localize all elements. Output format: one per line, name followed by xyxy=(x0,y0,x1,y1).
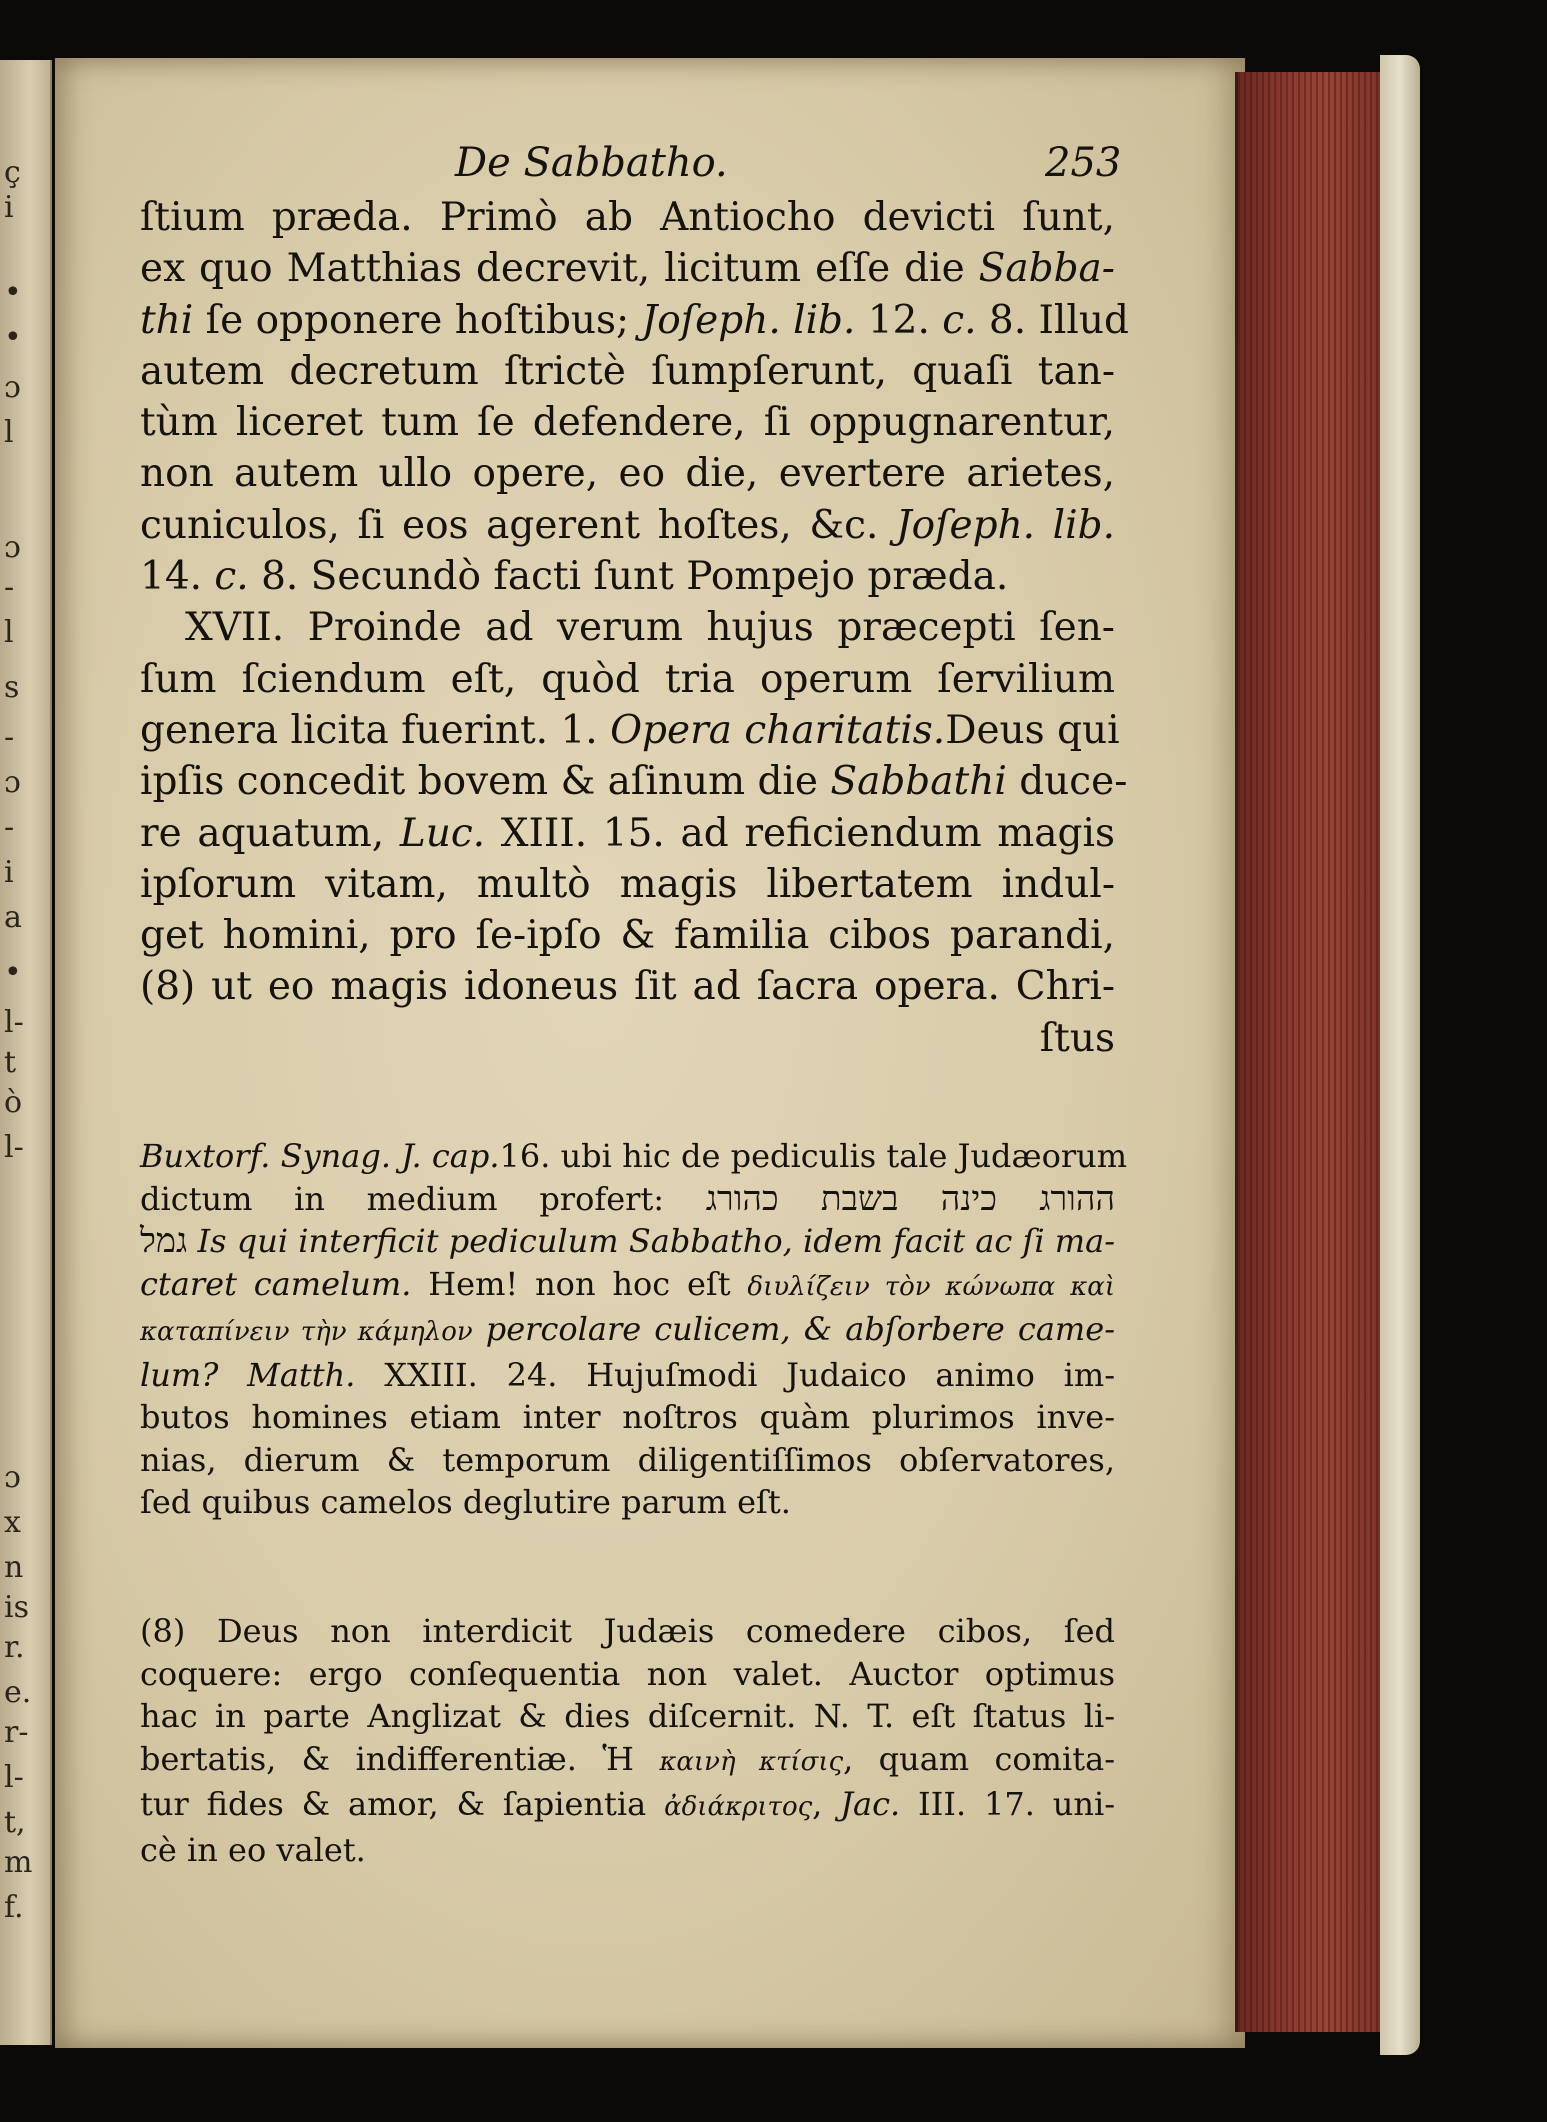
facing-page-fragment: ç xyxy=(4,155,21,190)
facing-page-fragment: i xyxy=(4,190,14,225)
text-line: ipſorum vitam, multò magis libertatem indul- xyxy=(140,861,1115,907)
facing-page-edge xyxy=(0,60,52,2045)
footnote-line: bertatis, & indifferentiæ. Ἡ καινὴ κτίσις, quam comita- xyxy=(140,1739,1116,1778)
page-edges-red xyxy=(1235,72,1386,2032)
facing-page-fragment: l xyxy=(4,415,14,450)
facing-page-fragment: ɔ xyxy=(4,765,21,800)
text-line: get homini, pro ſe-ipſo & familia cibos parandi, xyxy=(140,913,1115,959)
section-heading-line: XVII. Proinde ad verum hujus præcepti ſen- xyxy=(185,605,1115,651)
greek-quote: ἀδιάκριτος xyxy=(664,1792,813,1822)
facing-page-fragment: - xyxy=(4,810,15,845)
text-line: thi ſe opponere hoſtibus; Joſeph. lib. 12. c. 8. Illud xyxy=(140,297,1129,343)
footnote-line: dictum in medium profert: ההורג כינה בשבת כהורג xyxy=(140,1178,1115,1219)
text-line: autem decretum ſtrictè ſumpſerunt, quaſi tan- xyxy=(140,348,1115,394)
footnote-buxtorf xyxy=(140,1135,1128,1524)
text-line: (8) ut eo magis idoneus ſit ad ſacra opera. Chri- xyxy=(140,964,1115,1010)
facing-page-fragment: i xyxy=(4,855,14,890)
facing-page-fragment: • xyxy=(4,320,22,355)
greek-quote: καινὴ κτίσις xyxy=(659,1746,844,1777)
footnote-line: nias, dierum & temporum diligentiſſimos obſervatores, xyxy=(140,1440,1115,1479)
running-head xyxy=(140,140,1122,190)
footnote-line: (8) Deus non interdicit Judæis comedere cibos, ſed xyxy=(140,1612,1115,1650)
facing-page-fragment: t, xyxy=(4,1805,26,1840)
facing-page-fragment: n xyxy=(4,1550,24,1585)
page-number: 253 xyxy=(1045,140,1122,186)
facing-page-fragment: ò xyxy=(4,1085,23,1120)
footnote-line: tur fides & amor, & ſapientia ἀδιάκριτος, Jac. III. 17. uni- xyxy=(140,1785,1116,1823)
footnote-line: lum? Matth. XXIII. 24. Hujuſmodi Judaico animo im- xyxy=(140,1355,1116,1394)
facing-page-fragment: - xyxy=(4,570,15,605)
facing-page-fragment: ɔ xyxy=(4,1460,21,1495)
facing-page-fragment: t xyxy=(4,1045,17,1080)
facing-page-fragment: a xyxy=(4,900,22,935)
greek-quote: καταπίνειν τὴν κάμηλον xyxy=(140,1317,473,1347)
hebrew-quote: ההורג כינה בשבת כהורג xyxy=(705,1178,1115,1219)
text-line: tùm liceret tum ſe defendere, ſi oppugnarentur, xyxy=(140,400,1115,446)
hebrew-quote-end: גמל xyxy=(140,1221,188,1261)
text-line: ſtium præda. Primò ab Antiocho devicti ſunt, xyxy=(140,195,1115,240)
facing-page-fragment: • xyxy=(4,955,22,990)
facing-page-fragment: ɔ xyxy=(4,370,21,405)
text-line: cuniculos, ſi eos agerent hoſtes, &c. Joſeph. lib. xyxy=(140,502,1115,548)
text-line: 14. c. 8. Secundò facti ſunt Pompejo præda. xyxy=(140,554,1009,600)
facing-page-fragment: f. xyxy=(4,1890,24,1925)
footnote-line: butos homines etiam inter noſtros quàm plurimos inve- xyxy=(140,1398,1115,1436)
facing-page-fragment: r. xyxy=(4,1630,25,1665)
facing-page-fragment: m xyxy=(4,1845,33,1880)
text-line: non autem ullo opere, eo die, evertere arietes, xyxy=(140,451,1115,497)
footnote-line: ctaret camelum. Hem! non hoc eſt διυλίζειν τὸν κώνωπα καὶ xyxy=(140,1264,1116,1303)
facing-page-fragment: is xyxy=(4,1590,29,1625)
facing-page-fragment: e. xyxy=(4,1675,32,1710)
catchword: ſtus xyxy=(1039,1015,1115,1061)
greek-quote: διυλίζειν τὸν κώνωπα καὶ xyxy=(747,1271,1116,1302)
footnote-line: hac in parte Anglizat & dies diſcernit. N. T. eſt ſtatus li- xyxy=(140,1697,1115,1735)
text-line: ſum ſciendum eſt, quòd tria operum ſervilium xyxy=(140,656,1115,702)
facing-page-fragment: • xyxy=(4,275,22,310)
footnote-8 xyxy=(140,1610,1115,1871)
footnote-line: καταπίνειν τὴν κάμηλον percolare culicem, & abſorbere came- xyxy=(140,1310,1116,1348)
footnote-line: גמל Is qui interficit pediculum Sabbatho, idem facit ac ſi ma- xyxy=(140,1221,1116,1261)
text-line: ex quo Matthias decrevit, licitum eſſe die Sabba- xyxy=(140,246,1115,292)
footnote-line: cè in eo valet. xyxy=(140,1830,366,1869)
text-line: re aquatum, Luc. XIII. 15. ad reficiendum magis xyxy=(140,810,1115,856)
main-text xyxy=(140,192,1129,1064)
facing-page-fragment: l- xyxy=(4,1760,24,1795)
facing-page-fragment: s xyxy=(4,670,20,705)
facing-page-fragment: l- xyxy=(4,1130,24,1165)
text-line: ipſis concedit bovem & aſinum die Sabbathi duce- xyxy=(140,759,1128,805)
facing-page-fragment: r- xyxy=(4,1715,29,1750)
facing-page-fragment: l xyxy=(4,615,14,650)
footnote-line: coquere: ergo conſequentia non valet. Auctor optimus xyxy=(140,1654,1115,1693)
footnote-line: ſed quibus camelos deglutire parum eſt. xyxy=(140,1483,791,1521)
facing-page-fragment: l- xyxy=(4,1005,24,1040)
book-cover-edge xyxy=(1380,55,1420,2055)
text-line: genera licita fuerint. 1. Opera charitatis.Deus qui xyxy=(140,707,1120,753)
facing-page-fragment: x xyxy=(4,1505,21,1540)
facing-page-fragment: - xyxy=(4,720,15,755)
running-head-title: De Sabbatho. xyxy=(455,140,728,186)
footnote-line: Buxtorf. Synag. J. cap.16. ubi hic de pediculis tale Judæorum xyxy=(140,1137,1128,1175)
facing-page-fragment: ɔ xyxy=(4,530,21,565)
